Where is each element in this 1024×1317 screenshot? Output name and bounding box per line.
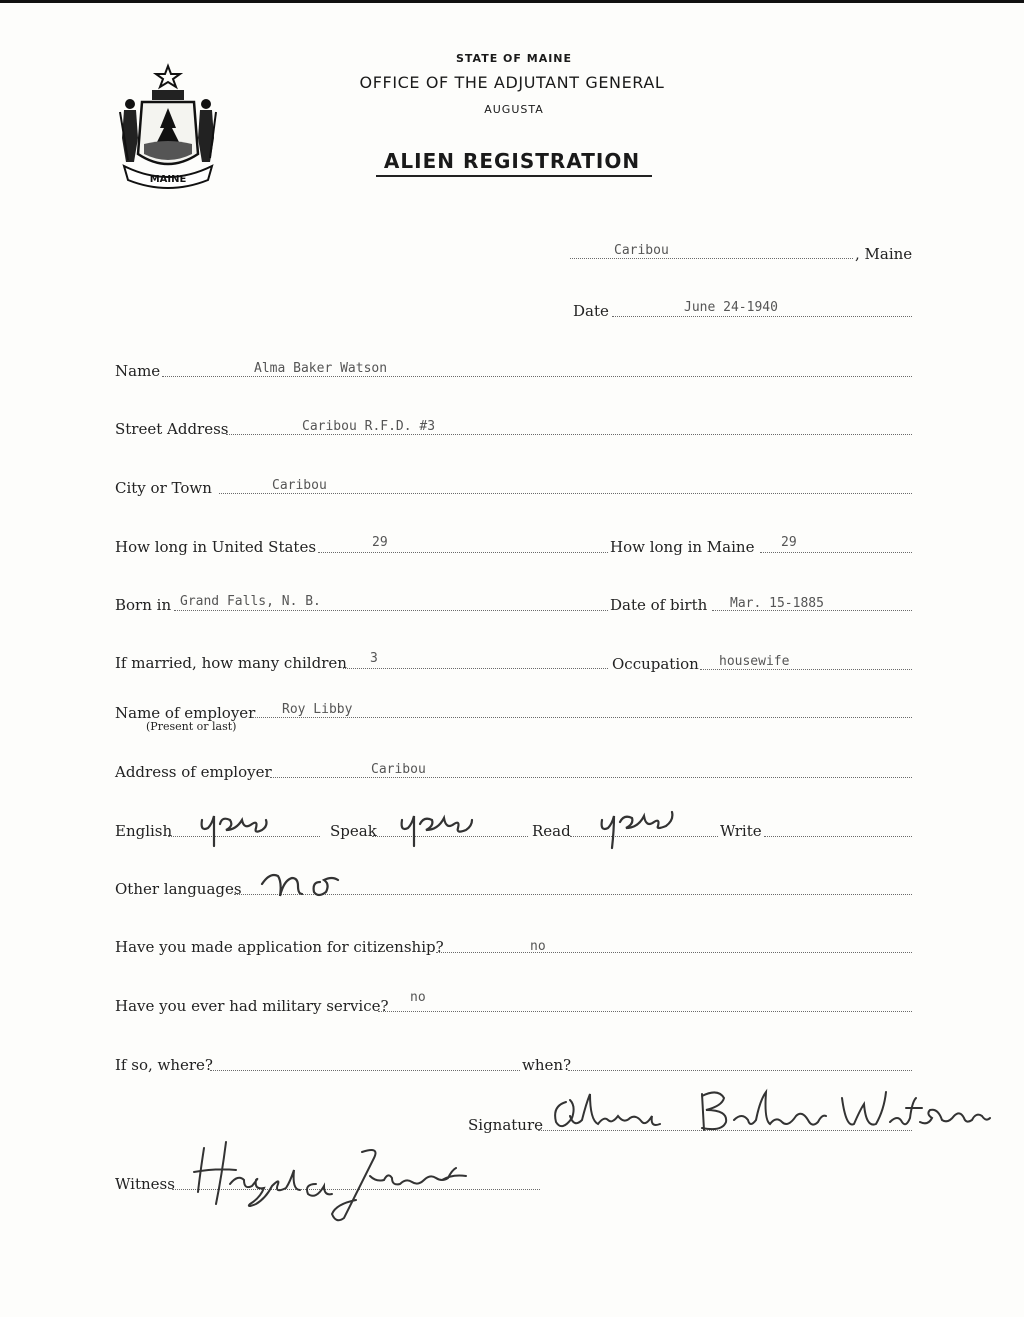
employer-value: Roy Libby: [282, 702, 353, 717]
date-label: Date: [573, 302, 609, 320]
children-value: 3: [370, 651, 378, 666]
date-value: June 24-1940: [684, 300, 778, 315]
occupation-label: Occupation: [612, 655, 699, 673]
military-value: no: [410, 990, 426, 1005]
city-value: Caribou: [272, 478, 327, 493]
state-heading: STATE OF MAINE: [455, 52, 573, 65]
witness-handwritten: [186, 1134, 476, 1224]
employer-address-label: Address of employer: [115, 763, 272, 781]
page-top-edge: [0, 0, 1024, 3]
city-heading: AUGUSTA: [484, 103, 544, 116]
military-line: [378, 1011, 912, 1012]
us-years-value: 29: [372, 535, 388, 550]
us-years-line: [318, 552, 608, 553]
born-label: Born in: [115, 596, 172, 614]
employer-sublabel: (Present or last): [146, 720, 237, 733]
title-underline: [376, 175, 652, 177]
signature-label: Signature: [468, 1116, 544, 1134]
name-value: Alma Baker Watson: [254, 361, 388, 376]
employer-address-value: Caribou: [371, 762, 426, 777]
witness-label: Witness: [115, 1175, 175, 1193]
military-label: Have you ever had military service?: [115, 997, 389, 1015]
place-suffix: , Maine: [855, 245, 913, 263]
children-label: If married, how many children: [115, 654, 347, 672]
when-label: when?: [522, 1056, 572, 1074]
write-label: Write: [720, 822, 762, 840]
other-languages-handwritten-value: [258, 866, 354, 902]
citizenship-line: [436, 952, 912, 953]
form-title: ALIEN REGISTRATION: [383, 149, 641, 173]
date-line: [612, 316, 912, 317]
us-years-label: How long in United States: [115, 538, 317, 556]
read-handwritten-value: [596, 800, 680, 850]
name-label: Name: [115, 362, 161, 380]
citizenship-value: no: [530, 939, 546, 954]
maine-years-value: 29: [781, 535, 797, 550]
street-value: Caribou R.F.D. #3: [302, 419, 436, 434]
employer-label: Name of employer: [115, 704, 256, 722]
dob-value: Mar. 15-1885: [730, 596, 824, 611]
where-label: If so, where?: [115, 1056, 213, 1074]
where-line: [210, 1070, 520, 1071]
born-value: Grand Falls, N. B.: [180, 594, 321, 609]
english-label: English: [115, 822, 173, 840]
maine-years-line: [760, 552, 912, 553]
dob-label: Date of birth: [610, 596, 708, 614]
citizenship-label: Have you made application for citizenship?: [115, 938, 444, 956]
speak-handwritten-value: [396, 806, 480, 850]
born-line: [174, 610, 608, 611]
seal-motto-text: MAINE: [149, 174, 187, 185]
signature-handwritten: [546, 1080, 992, 1144]
occupation-value: housewife: [719, 654, 790, 669]
speak-label: Speak: [330, 822, 377, 840]
place-line: [570, 258, 853, 259]
office-heading: OFFICE OF THE ADJUTANT GENERAL: [359, 73, 665, 92]
children-line: [343, 668, 608, 669]
other-languages-label: Other languages: [115, 880, 242, 898]
city-label: City or Town: [115, 479, 212, 497]
employer-address-line: [270, 777, 912, 778]
street-label: Street Address: [115, 420, 229, 438]
read-label: Read: [532, 822, 571, 840]
maine-years-label: How long in Maine: [610, 538, 755, 556]
place-value: Caribou: [614, 243, 669, 258]
when-line: [568, 1070, 912, 1071]
write-line: [764, 836, 912, 837]
english-handwritten-value: [196, 806, 276, 850]
